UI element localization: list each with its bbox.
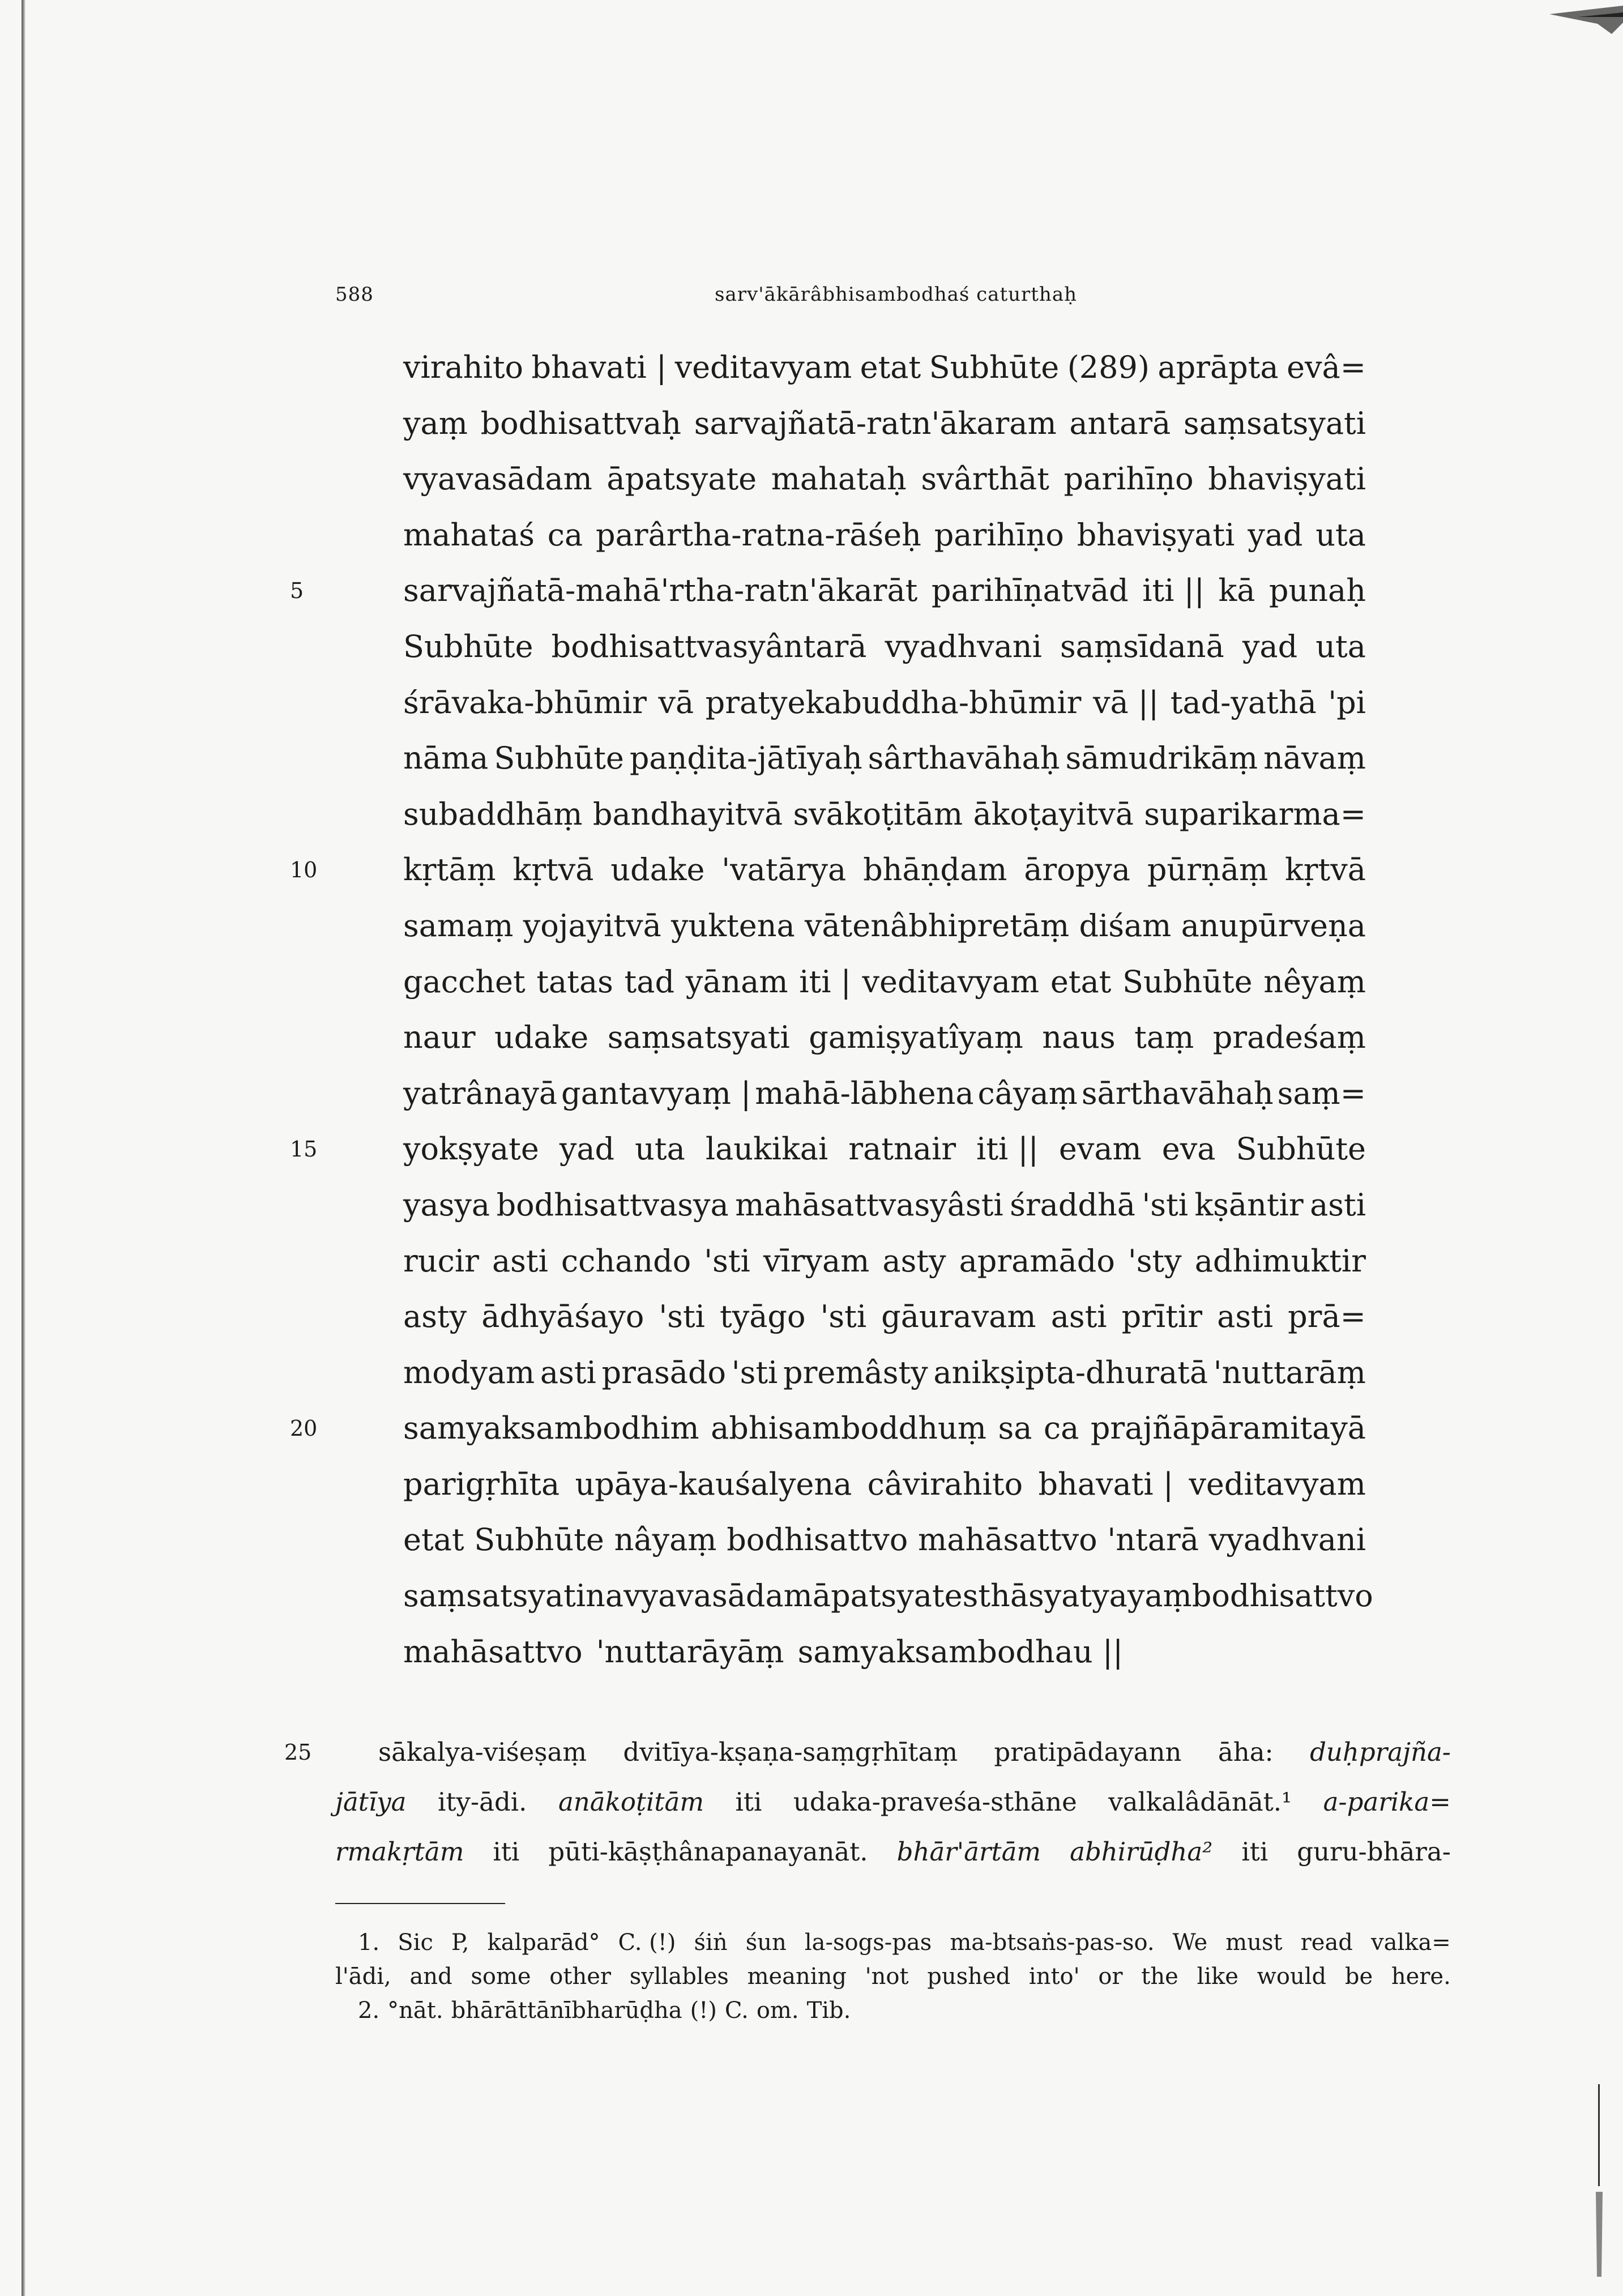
word: (!) xyxy=(690,1998,717,2024)
word: yad xyxy=(559,1131,615,1167)
word: vā || xyxy=(1092,684,1159,720)
word: na xyxy=(586,1578,624,1614)
word: pūti-kāṣṭhânapanayanāt. xyxy=(548,1837,868,1867)
word: sthāsyaty xyxy=(962,1578,1109,1614)
word: udake xyxy=(494,1019,589,1056)
word: guru-bhāra- xyxy=(1297,1837,1451,1867)
word: kṣāntir xyxy=(1194,1187,1304,1223)
word: 'sti xyxy=(731,1354,778,1390)
word: read xyxy=(1300,1930,1353,1956)
word: mahataś xyxy=(403,517,535,553)
word: 'not xyxy=(865,1964,909,1990)
word: upāya-kauśalyena xyxy=(575,1466,852,1502)
word: rmakṛtām xyxy=(335,1837,464,1867)
word: iti | xyxy=(799,963,851,1000)
text-line xyxy=(403,1234,1366,1290)
word: āpatsyate xyxy=(812,1578,963,1614)
word: saṃsīdanā xyxy=(1060,628,1224,664)
word: laukikai xyxy=(705,1131,828,1167)
word: and xyxy=(409,1964,452,1990)
word: ity-ādi. xyxy=(438,1787,527,1817)
word: pratyekabuddha-bhūmir xyxy=(705,684,1082,720)
scan-edge-left xyxy=(22,0,25,2296)
word: asti xyxy=(540,1354,596,1390)
word: nāvaṃ xyxy=(1263,740,1366,776)
text-line xyxy=(403,1345,1366,1401)
word: yojayitvā xyxy=(523,907,661,944)
word: here. xyxy=(1391,1964,1451,1990)
word: iti || xyxy=(1142,573,1205,609)
word: pradeśaṃ xyxy=(1212,1019,1366,1056)
word: nāma xyxy=(403,740,489,776)
commentary-line xyxy=(335,1727,1451,1777)
commentary-line xyxy=(335,1777,1451,1827)
word: abhisamboddhuṃ xyxy=(711,1410,986,1446)
footnotes xyxy=(335,1926,1451,2028)
word: veditavyam xyxy=(674,349,852,385)
word: mahāsattvo xyxy=(917,1522,1097,1558)
word: virahito xyxy=(403,349,524,385)
word: iti xyxy=(493,1837,520,1867)
word: pratipādayann xyxy=(994,1737,1182,1767)
word: Subhūte xyxy=(474,1522,604,1558)
word: vātenâbhipretāṃ xyxy=(804,907,1070,944)
text-line xyxy=(403,1568,1373,1624)
word: or xyxy=(1098,1964,1123,1990)
word: Tib. xyxy=(806,1998,851,2024)
text-line xyxy=(403,1066,1366,1122)
word: saṃsatsyati xyxy=(1183,405,1366,441)
word: ca xyxy=(547,517,583,553)
word: udaka-praveśa-sthāne xyxy=(793,1787,1077,1817)
word: veditavyam xyxy=(862,963,1040,1000)
word: bodhisattvaḥ xyxy=(480,405,682,441)
word: 'pi xyxy=(1328,684,1366,720)
word: kṛtvā xyxy=(1285,852,1366,888)
text-line xyxy=(403,507,1366,564)
footnote-line xyxy=(335,1994,1451,2028)
scan-corner-mark xyxy=(1544,0,1623,68)
word: śiṅ xyxy=(694,1930,728,1956)
word: gacchet xyxy=(403,963,526,1000)
word: 2. xyxy=(358,1998,380,2024)
text-line xyxy=(403,842,1366,898)
word: 'sti xyxy=(704,1243,750,1279)
word: Subhūte xyxy=(1122,963,1253,1000)
word: asty xyxy=(403,1299,467,1335)
word: duḥprajña- xyxy=(1310,1737,1451,1767)
word: ākoṭayitvā xyxy=(973,796,1134,832)
text-line xyxy=(403,451,1366,507)
word: be xyxy=(1344,1964,1373,1990)
footnote-line xyxy=(335,1926,1451,1960)
text-line xyxy=(403,1624,1366,1680)
word: etat xyxy=(403,1522,464,1558)
word: la-sogs-pas xyxy=(804,1930,932,1956)
line-number: 20 xyxy=(290,1416,318,1441)
word: evam xyxy=(1058,1131,1142,1167)
word: iti xyxy=(1241,1837,1268,1867)
word: modyam xyxy=(403,1354,535,1390)
word: suparikarma= xyxy=(1144,796,1366,832)
text-line xyxy=(403,1177,1366,1234)
text-line xyxy=(403,396,1366,452)
word: sārthavāhaḥ xyxy=(1081,1075,1274,1111)
word: would xyxy=(1257,1964,1327,1990)
word: parigṛhīta xyxy=(403,1466,560,1502)
text-line xyxy=(403,1512,1366,1568)
scan-right-mark xyxy=(1588,2084,1611,2288)
text-line xyxy=(403,619,1366,675)
text-line xyxy=(403,1121,1366,1177)
word: sarvajñatā-mahā'rtha-ratn'ākarāt xyxy=(403,573,918,609)
word: ca xyxy=(1043,1410,1079,1446)
word: tatas xyxy=(536,963,613,1000)
text-line xyxy=(403,731,1366,787)
word: some xyxy=(471,1964,531,1990)
word: cchando xyxy=(561,1243,691,1279)
word: anākoṭitām xyxy=(558,1787,704,1817)
word: bhārāttānībharūḍha xyxy=(451,1998,682,2024)
word: bhaviṣyati xyxy=(1077,517,1235,553)
word: pushed xyxy=(927,1964,1011,1990)
word: câyaṃ xyxy=(977,1075,1078,1111)
word: naur xyxy=(403,1019,476,1056)
word: C. xyxy=(724,1998,749,2024)
word: prītir xyxy=(1121,1299,1203,1335)
word: 'vatārya xyxy=(721,852,847,888)
word: āpatsyate xyxy=(607,461,757,497)
word: uta xyxy=(1316,628,1366,664)
word: punaḥ xyxy=(1268,573,1366,609)
word: yānam xyxy=(685,963,788,1000)
word: prā= xyxy=(1288,1299,1366,1335)
word: P, xyxy=(451,1930,469,1956)
word: 'sty xyxy=(1127,1243,1182,1279)
word: asti xyxy=(1217,1299,1274,1335)
word: Subhūte xyxy=(1236,1131,1366,1167)
word: 'sti xyxy=(659,1299,705,1335)
word: aprāpta xyxy=(1158,349,1279,385)
word: samaṃ xyxy=(403,907,514,944)
word: vyadhvani xyxy=(1208,1522,1366,1558)
word: sāmudrikāṃ xyxy=(1065,740,1258,776)
word: āha: xyxy=(1218,1737,1274,1767)
word: yad xyxy=(1242,628,1298,664)
word: eva xyxy=(1161,1131,1216,1167)
word: ayaṃ xyxy=(1109,1578,1192,1614)
word: parârtha-ratna-rāśeḥ xyxy=(596,517,921,553)
word: ratnair xyxy=(848,1131,956,1167)
word: bhaviṣyati xyxy=(1208,461,1366,497)
word: iti xyxy=(735,1787,762,1817)
word: yuktena xyxy=(671,907,795,944)
word: prajñāpāramitayā xyxy=(1090,1410,1366,1446)
word: We xyxy=(1172,1930,1208,1956)
word: samyaksambodhim xyxy=(403,1410,699,1446)
word: saṃ= xyxy=(1277,1075,1366,1111)
word: kṛtvā xyxy=(512,852,594,888)
word: asti xyxy=(492,1243,548,1279)
text-line xyxy=(403,898,1366,954)
word: anupūrveṇa xyxy=(1181,907,1366,944)
page-header xyxy=(335,283,1457,317)
word: mahāsattvo xyxy=(403,1633,583,1670)
word: adhimuktir xyxy=(1194,1243,1366,1279)
word: taṃ xyxy=(1134,1019,1194,1056)
word: syllables xyxy=(629,1964,729,1990)
word: tyāgo xyxy=(720,1299,806,1335)
commentary-line xyxy=(335,1827,1451,1877)
word: śraddhā xyxy=(1010,1187,1135,1223)
word: gamiṣyatîyaṃ xyxy=(809,1019,1023,1056)
word: kalparād° xyxy=(487,1930,600,1956)
footnote-rule xyxy=(335,1903,505,1904)
word: 'nuttarāṃ xyxy=(1213,1354,1366,1390)
word: bhavati | xyxy=(1038,1466,1174,1502)
word: vīryam xyxy=(763,1243,870,1279)
main-text xyxy=(403,340,1373,1680)
word: Subhūte xyxy=(494,740,624,776)
word: rucir xyxy=(403,1243,479,1279)
word: mahāsattvasyâsti xyxy=(735,1187,1003,1223)
word: Subhūte xyxy=(929,349,1060,385)
text-line xyxy=(403,340,1366,396)
commentary-line-number: 25 xyxy=(284,1740,312,1765)
word: Subhūte xyxy=(403,628,533,664)
word: tad xyxy=(624,963,675,1000)
word: om. xyxy=(756,1998,799,2024)
word: svârthāt xyxy=(921,461,1049,497)
word: dvitīya-kṣaṇa-saṃgṛhītaṃ xyxy=(623,1737,958,1767)
word: other xyxy=(549,1964,612,1990)
text-line xyxy=(403,1401,1366,1457)
word: parihīṇatvād xyxy=(931,573,1129,609)
word: etat xyxy=(1050,963,1112,1000)
word: °nāt. xyxy=(387,1998,443,2024)
word: valkalâdānāt.¹ xyxy=(1108,1787,1292,1817)
word: sârthavāhaḥ xyxy=(868,740,1060,776)
word: sa xyxy=(998,1410,1032,1446)
word: bhavati | xyxy=(531,349,667,385)
word: vyadhvani xyxy=(885,628,1042,664)
word: sarvajñatā-ratn'ākaram xyxy=(694,405,1057,441)
footnote-line xyxy=(335,1960,1451,1994)
text-line xyxy=(403,954,1366,1010)
word: kā xyxy=(1218,573,1255,609)
text-line xyxy=(403,1289,1366,1345)
word: yasya xyxy=(403,1187,490,1223)
word: C. (!) xyxy=(618,1930,676,1956)
word: svākoṭitām xyxy=(793,796,963,832)
word: kṛtāṃ xyxy=(403,852,496,888)
word: uta xyxy=(1316,517,1366,553)
word: samyaksambodhau || xyxy=(797,1633,1124,1670)
word: subaddhāṃ xyxy=(403,796,583,832)
word: parihīṇo xyxy=(1064,461,1194,497)
text-line xyxy=(403,787,1366,843)
word: bhāṇḍam xyxy=(863,852,1007,888)
word: must xyxy=(1225,1930,1283,1956)
word: uta xyxy=(635,1131,685,1167)
word: iti || xyxy=(976,1131,1039,1167)
word: yatrânayā xyxy=(403,1075,558,1111)
word: śun xyxy=(745,1930,787,1956)
word: asti xyxy=(1310,1187,1366,1223)
word: bhār'ārtām xyxy=(896,1837,1041,1867)
word: śrāvaka-bhūmir xyxy=(403,684,647,720)
word: bodhisattvo xyxy=(727,1522,908,1558)
text-line xyxy=(403,563,1366,619)
word: ma-btsaṅs-pas-so. xyxy=(950,1930,1155,1956)
word: tad-yathā xyxy=(1170,684,1317,720)
line-number: 5 xyxy=(290,578,304,604)
text-line xyxy=(403,1010,1366,1066)
running-title: sarv'ākārâbhisambodhaś caturthaḥ xyxy=(715,283,1077,306)
commentary xyxy=(335,1727,1451,1877)
word: into' xyxy=(1028,1964,1080,1990)
word: antarā xyxy=(1069,405,1171,441)
word: vyavasādam xyxy=(623,1578,813,1614)
word: yaṃ xyxy=(403,405,468,441)
word: bodhisattvo xyxy=(1191,1578,1373,1614)
word: premâsty xyxy=(783,1354,928,1390)
word: bodhisattvasya xyxy=(496,1187,729,1223)
word: jātīya xyxy=(335,1787,407,1817)
word: (289) xyxy=(1067,349,1150,385)
page-number: 588 xyxy=(335,283,374,306)
word: saṃsatsyati xyxy=(403,1578,586,1614)
word: l'ādi, xyxy=(335,1964,391,1990)
word: saṃsatsyati xyxy=(607,1019,790,1056)
word: prasādo xyxy=(601,1354,727,1390)
word: āropya xyxy=(1024,852,1130,888)
word: yad xyxy=(1248,517,1303,553)
word: câvirahito xyxy=(867,1466,1023,1502)
word: vyavasādam xyxy=(403,461,592,497)
word: bandhayitvā xyxy=(592,796,783,832)
word: the xyxy=(1141,1964,1178,1990)
word: asty xyxy=(882,1243,946,1279)
word: parihīṇo xyxy=(934,517,1064,553)
word: 'sti xyxy=(1142,1187,1188,1223)
line-number: 10 xyxy=(290,857,318,883)
line-number: 15 xyxy=(290,1137,318,1162)
word: meaning xyxy=(747,1964,847,1990)
word: a-parika= xyxy=(1323,1787,1451,1817)
text-line xyxy=(403,1457,1366,1513)
word: 'nuttarāyāṃ xyxy=(596,1633,784,1670)
word: evâ= xyxy=(1287,349,1366,385)
word: nâyaṃ xyxy=(614,1522,717,1558)
word: asti xyxy=(1050,1299,1107,1335)
word: mahataḥ xyxy=(771,461,907,497)
word: udake xyxy=(610,852,705,888)
word: bodhisattvasyântarā xyxy=(551,628,867,664)
word: 'sti xyxy=(820,1299,867,1335)
word: pūrṇāṃ xyxy=(1147,852,1268,888)
word: like xyxy=(1197,1964,1238,1990)
word: apramādo xyxy=(959,1243,1115,1279)
word: ādhyāśayo xyxy=(481,1299,644,1335)
word: diśam xyxy=(1079,907,1172,944)
word: etat xyxy=(860,349,921,385)
word: 'ntarā xyxy=(1107,1522,1199,1558)
word: veditavyam xyxy=(1189,1466,1366,1502)
word: mahā-lābhena xyxy=(755,1075,974,1111)
word: 1. xyxy=(358,1930,380,1956)
word: Sic xyxy=(398,1930,433,1956)
word: vā xyxy=(658,684,694,720)
word: naus xyxy=(1042,1019,1116,1056)
word: valka= xyxy=(1370,1930,1451,1956)
word: yokṣyate xyxy=(403,1131,539,1167)
word: abhirūḍha² xyxy=(1070,1837,1213,1867)
word: paṇḍita-jātīyaḥ xyxy=(629,740,862,776)
word: gantavyaṃ | xyxy=(561,1075,751,1111)
word: nêyaṃ xyxy=(1263,963,1366,1000)
text-line xyxy=(403,675,1366,731)
word: anikṣipta-dhuratā xyxy=(933,1354,1208,1390)
word: sākalya-viśeṣaṃ xyxy=(378,1737,587,1767)
word: gāuravam xyxy=(881,1299,1036,1335)
